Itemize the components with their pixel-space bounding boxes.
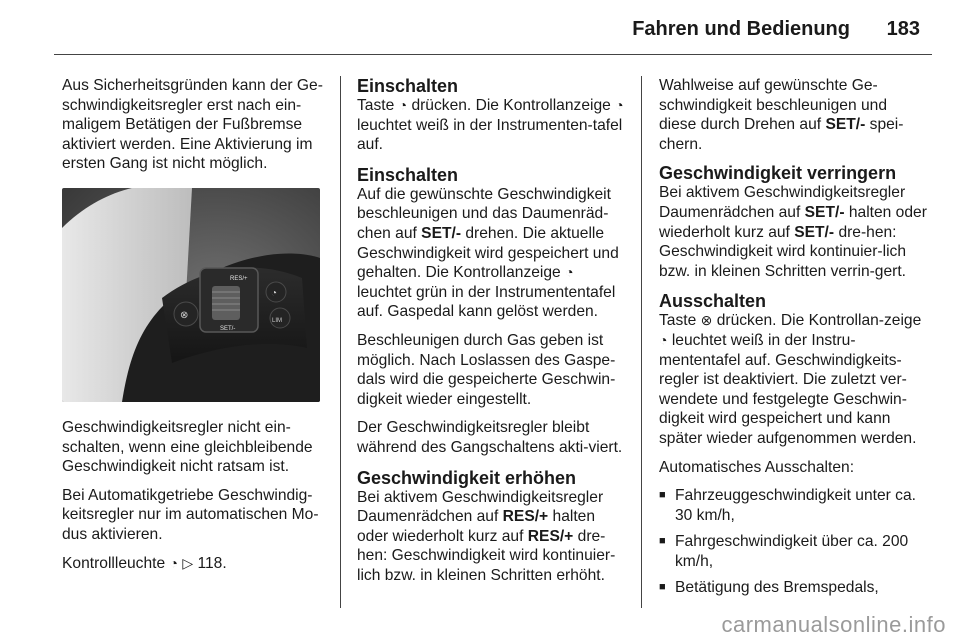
cruise-button-icon: ◔	[271, 287, 278, 299]
section-einschalten-2: Einschalten Auf die gewünschte Geschwindigkeit beschleunigen und das Daumenräd-chen auf SET/- drehen. Die aktuelle Geschwindigkeit wird gespeichert und gehalten. Die Kontrollanzeige ◔ leuchtet grün in der Instrumententafel auf. Gaspedal kann gelöst werden. Beschleunigen durch Gas geben ist möglich. Nach Loslassen des Gaspe-dals wird die gespeicherte Geschwin-digkeit wieder eingestellt. Der Geschwindigkeitsregler bleibt während des Gangschaltens akti-viert.	[357, 165, 625, 458]
page-reference-arrow-icon: ▷	[182, 554, 194, 571]
section-heading: Einschalten	[357, 164, 459, 185]
section-einschalten-1: Einschalten Taste ◔ drücken. Die Kontrollanzeige ◔ leuchtet weiß in der Instrumenten-tafel auf.	[357, 76, 624, 154]
column-1	[62, 76, 327, 582]
list-item: ■ Betätigung des Bremspedals,	[659, 578, 927, 598]
column-2	[357, 76, 625, 595]
indicator-reference: Kontrollleuchte ◔ ▷ 118.	[62, 554, 227, 572]
section-speed-down: Geschwindigkeit verringern Bei aktivem Geschwindigkeitsregler Daumenrädchen auf SET/- halten oder wiederholt kurz auf SET/- dre-hen: Geschwindigkeit wird kontinuier-lich bzw. in kleinen Schritten verrin-gert.	[659, 163, 927, 280]
section-heading: Ausschalten	[659, 291, 767, 312]
res-plus-label: RES/+	[230, 275, 248, 282]
cruise-control-icon: ◔	[615, 97, 624, 113]
list-item: ■ Fahrzeuggeschwindigkeit unter ca. 30 km/h,	[659, 486, 927, 525]
cruise-off-button-icon: ⊗	[180, 309, 189, 321]
column-3: Wahlweise auf gewünschte Ge-schwindigkeit beschleunigen und diese durch Drehen auf SET/- spei-chern. Geschwindigkeit verringern Bei aktivem Geschwindigkeitsregler Daumenrädchen auf SET/- halten oder wiederholt kurz auf SET/- dre-hen: Geschwindigkeit wird kontinuier-lich bzw. in kleinen Schritten verrin-gert. Ausschalten Taste ⊗ drücken. Die Kontrollan-zeige ◔ leuchtet weiß in der Instru-mententafel auf. Geschwindigkeits-regler ist deaktiviert. Die zuletzt ver-wendete und festgelegte Geschwin-digkeit wird gespeichert und kann später wieder aufgenommen werden. Automatisches Ausschalten: ■ Fahrzeuggeschwindigkeit unter ca. 30 km/h, ■ Fahrgeschwindigkeit über ca. 200 km/h, ■ Betätigung des Bremspedals,	[659, 76, 927, 608]
section-heading: Geschwindigkeit verringern	[659, 163, 897, 184]
cruise-control-off-icon: ⊗	[700, 312, 713, 329]
column-divider	[340, 76, 341, 608]
automatic-paragraph: Bei Automatikgetriebe Geschwindig-keitsregler nur im automatischen Mo-dus aktivieren.	[62, 486, 319, 543]
page-header	[0, 18, 960, 48]
watermark: carmanualsonline.info	[721, 612, 946, 637]
page-title: Fahren und Bedienung	[632, 18, 850, 40]
cruise-control-icon: ◔	[659, 331, 668, 348]
warning-paragraph: Geschwindigkeitsregler nicht ein-schalten, wenn eine gleichbleibende Geschwindigkeit nicht ratsam ist.	[62, 418, 313, 476]
cruise-control-icon: ◔	[398, 97, 408, 113]
section-speed-up: Geschwindigkeit erhöhen Bei aktivem Geschwindigkeitsregler Daumenrädchen auf RES/+ halten oder wiederholt kurz auf RES/+ dre-hen: Geschwindigkeit wird kontinuier-lich bzw. in kleinen Schritten erhöht.	[357, 468, 625, 586]
gear-paragraph: Der Geschwindigkeitsregler bleibt während des Gangschaltens akti-viert.	[357, 419, 623, 456]
auto-off-list	[659, 486, 927, 598]
section-heading: Einschalten	[357, 76, 459, 96]
steering-wheel-illustration	[62, 188, 320, 402]
page-number: 183	[886, 18, 920, 40]
intro-paragraph: Aus Sicherheitsgründen kann der Ge-schwindigkeitsregler erst nach ein-maligem Betätigen der Fußbremse aktiviert werden. Eine Aktivierung im ersten Gang ist nicht möglich.	[62, 77, 323, 173]
header-divider	[54, 54, 932, 55]
section-ausschalten: Ausschalten Taste ⊗ drücken. Die Kontrollan-zeige ◔ leuchtet weiß in der Instru-mententafel auf. Geschwindigkeits-regler ist deaktiviert. Die zuletzt ver-wendete und festgelegte Geschwin-digkeit wird gespeichert und kann später wieder aufgenommen werden. Automatisches Ausschalten: ■ Fahrzeuggeschwindigkeit unter ca. 30 km/h, ■ Fahrgeschwindigkeit über ca. 200 km/h, ■ Betätigung des Bremspedals,	[659, 291, 927, 598]
column-divider	[641, 76, 642, 608]
lim-button-label: LIM	[272, 317, 283, 324]
list-item: ■ Fahrgeschwindigkeit über ca. 200 km/h,	[659, 532, 927, 571]
set-minus-label: SET/-	[220, 325, 236, 332]
auto-off-label: Automatisches Ausschalten:	[659, 458, 855, 476]
cruise-control-icon: ◔	[169, 554, 178, 571]
section-heading: Geschwindigkeit erhöhen	[357, 467, 577, 488]
cruise-control-icon: ◔	[565, 264, 574, 281]
accelerate-paragraph: Beschleunigen durch Gas geben ist möglich. Nach Loslassen des Gaspe-dals wird die gespeicherte Geschwin-digkeit wieder eingestellt.	[357, 331, 616, 408]
steering-wheel-figure	[62, 188, 320, 402]
